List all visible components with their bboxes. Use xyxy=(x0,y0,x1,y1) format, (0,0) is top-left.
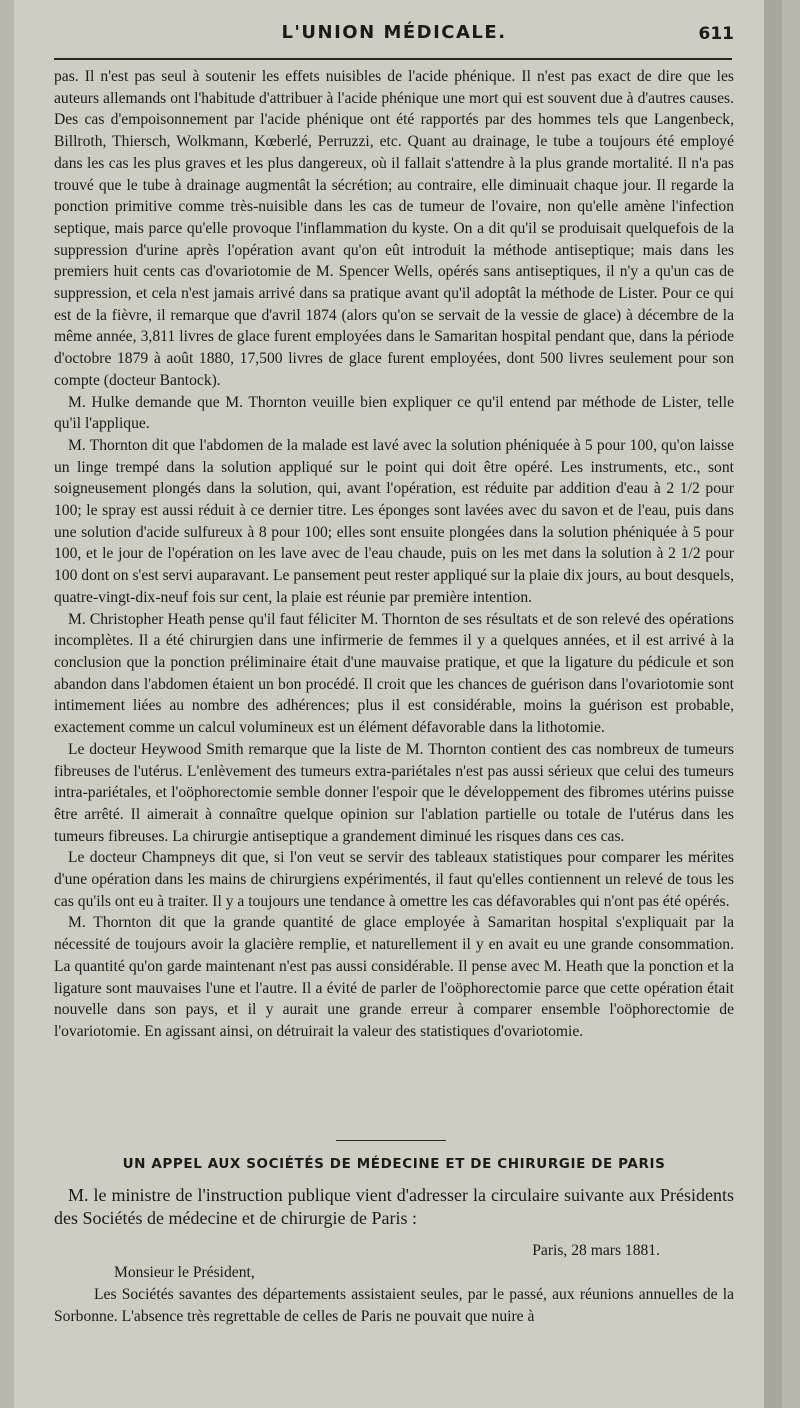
section-intro xyxy=(54,1184,734,1230)
paragraph-2: M. Hulke demande que M. Thornton veuille bien expliquer ce qu'il entend par méthode de Lister, telle qu'il l'applique. xyxy=(54,393,734,433)
journal-title: L'UNION MÉDICALE. xyxy=(281,22,507,43)
page-edge-shadow xyxy=(764,0,782,1408)
section-separator xyxy=(336,1140,446,1141)
paragraph-3: M. Thornton dit que l'abdomen de la malade est lavé avec la solution phéniquée à 5 pour 100, qu'on laisse un linge trempé dans la solution appliqué sur le point qui doit être opéré. Les instruments, etc., sont soigneusement plongés dans la solution, qui, avant l'opération, est réduite par addition d'eau à 2 1/2 pour 100; le spray est aussi réduit à ce dernier titre. Les éponges sont lavées avec du savon et de l'eau, puis dans une solution d'acide sulfureux à 8 pour 100; elles sont ensuite plongées dans la solution phéniquée à 5 pour 100, et le jour de l'opération on les lave avec de l'eau chaude, puis on les met dans la solution à 2 1/2 pour 100 dont on s'est servi auparavant. Le pansement peut rester appliqué sur la plaie dix jours, au bout desquels, quatre-vingt-dix-neuf fois sur cent, la plaie est réunie par première intention. xyxy=(54,436,734,606)
page xyxy=(14,0,782,1408)
paragraph-5: Le docteur Heywood Smith remarque que la liste de M. Thornton contient des cas nombreux de tumeurs fibreuses de l'utérus. L'enlèvement des tumeurs extra-pariétales n'est pas aussi sérieux que celui des tumeurs intra-pariétales, et l'oöphorectomie semble donner l'espoir que le développement des fibromes utérins puisse être arrêté. Il aimerait à connaître quelque opinion sur l'ablation partielle ou totale de l'utérus dans les tumeurs fibreuses. La chirurgie antiseptique a grandement diminué les risques dans ces cas. xyxy=(54,740,734,845)
article-body xyxy=(54,66,734,1043)
letter-paragraph: Les Sociétés savantes des départements assistaient seules, par le passé, aux réunions annuelles de la Sorbonne. L'absence très regrettable de celles de Paris ne pouvait que nuire à xyxy=(54,1286,734,1325)
page-number: 611 xyxy=(698,24,734,44)
header-rule xyxy=(54,58,732,60)
paragraph-7: M. Thornton dit que la grande quantité de glace employée à Samaritan hospital s'expliquait par la nécessité de toujours avoir la glacière remplie, et naturellement il y en avait eu une grande consommation. La quantité qu'on garde maintenant n'est pas aussi considérable. Il pense avec M. Heath que la ponction et la ligature sont mauvaises l'une et l'autre. Il a évité de parler de l'oöphorectomie parce que cette opération était nouvelle dans son pays, et il y aurait une grande erreur à comparer ensemble l'oöphorectomie de l'ovariotomie. En agissant ainsi, on détruirait la valeur des statistiques d'ovariotomie. xyxy=(54,914,734,1040)
letter-body xyxy=(54,1284,734,1327)
paragraph-4: M. Christopher Heath pense qu'il faut féliciter M. Thornton de ses résultats et de son relevé des opérations incomplètes. Il a été chirurgien dans une infirmerie de femmes il y a quelques années, et il est arrivé à la conclusion que la ponction préliminaire était d'une mauvaise pratique, et que la ligature du pédicule et son abandon dans l'abdomen étaient un bon procédé. Il croit que les chances de guérison dans l'ovariotomie sont intimement liées au nombre des adhérences; plus il est considérable, moins la guérison est probable, exactement comme un calcul volumineux est un élément défavorable dans la lithotomie. xyxy=(54,610,734,737)
paragraph-1: pas. Il n'est pas seul à soutenir les effets nuisibles de l'acide phénique. Il n'est pas exact de dire que les auteurs allemands ont l'habitude d'attribuer à l'acide phénique une mort qui est souvent due à d'autres causes. Des cas d'empoisonnement par l'acide phénique ont été rapportés par des hommes tels que Langenbeck, Billroth, Thiersch, Wolkmann, Kœberlé, Perruzzi, etc. Quant au drainage, le tube a toujours été employé dans les cas les plus graves et les plus dangereux, où il fallait s'attendre à la plus grande mortalité. Il n'a pas trouvé que le tube à drainage augmentât la sécrétion; au contraire, elle diminuait chaque jour. Il regarde la ponction primitive comme très-nuisible dans les cas de tumeur de l'ovaire, non qu'elle amène l'infection septique, mais parce qu'elle provoque l'inflammation du kyste. On a dit qu'il se produisait quelquefois de la suppression d'urine après l'opération avant qu'on eût introduit la méthode antiseptique; mais dans les premiers huit cents cas d'ovariotomie de M. Spencer Wells, opérés sans antiseptiques, il n'y a qu'un cas de suppression, et cela n'est jamais arrivé dans sa pratique avant qu'il adoptât la méthode de Lister. Pour ce qui est de la fièvre, il remarque que d'avril 1874 (alors qu'on se servait de la vessie de glace) à décembre de la même année, 3,811 livres de glace furent employées dans le Samaritan hospital pendant que, dans la période d'octobre 1879 à août 1880, 17,500 livres de glace furent employées, dont 500 livres seulement pour son compte (docteur Bantock). xyxy=(54,68,734,389)
section-title: UN APPEL AUX SOCIÉTÉS DE MÉDECINE ET DE CHIRURGIE DE PARIS xyxy=(122,1156,666,1172)
running-header xyxy=(54,22,734,52)
letter-date: Paris, 28 mars 1881. xyxy=(532,1242,660,1259)
paragraph-6: Le docteur Champneys dit que, si l'on veut se servir des tableaux statistiques pour comparer les mérites d'une opération dans les mains de chirurgiens expérimentés, il faut qu'elles contiennent un relevé de tous les cas qu'ils ont eu à traiter. Il y a toujours une tendance à omettre les cas défavorables qui n'ont pas été opérés. xyxy=(54,849,734,910)
letter-salutation: Monsieur le Président, xyxy=(114,1264,255,1281)
intro-paragraph: M. le ministre de l'instruction publique vient d'adresser la circulaire suivante aux Présidents des Sociétés de médecine et de chirurgie de Paris : xyxy=(54,1185,734,1228)
